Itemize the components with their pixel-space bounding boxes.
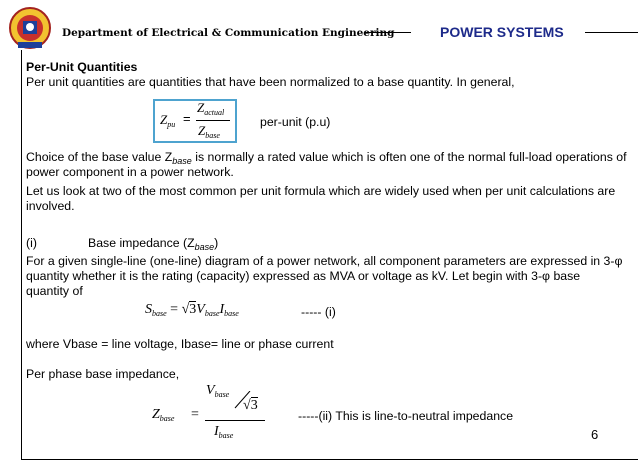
item-number: (i) xyxy=(26,236,37,250)
formula3-equals: = xyxy=(191,407,199,422)
header-rule-left xyxy=(365,32,411,33)
per-phase-text: Per phase base impedance, xyxy=(26,367,180,381)
formula3-sqrt: √3 xyxy=(243,398,258,413)
where-line: where Vbase = line voltage, Ibase= line or phase current xyxy=(26,337,334,351)
formula1-lhs: $Z_{pu}$ xyxy=(160,112,176,129)
course-title: POWER SYSTEMS xyxy=(440,24,564,40)
para2-line1: Choice of the base value $Z_{base}$ is normally a rated value which is often one of the normal full-load operations of xyxy=(26,150,627,166)
para3-line1: Let us look at two of the most common per unit formula which are widely used when per unit calculations are xyxy=(26,184,616,198)
formula3-denominator: $I_{base}$ xyxy=(214,424,234,440)
intro-text: Per unit quantities are quantities that have been normalized to a base quantity. In general, xyxy=(26,75,515,89)
formula1-fraction-bar xyxy=(196,120,230,121)
left-margin-rule xyxy=(21,50,22,460)
formula2-label: ----- (i) xyxy=(301,305,336,319)
para4-line3: quantity of xyxy=(26,284,83,298)
formula1-note: per-unit (p.u) xyxy=(260,115,331,129)
formula3-label: -----(ii) This is line-to-neutral impedance xyxy=(298,409,514,423)
sqrt-symbol: √ xyxy=(181,302,190,317)
para4-line1: For a given single-line (one-line) diagram of a power network, all component parameters are expressed in 3-φ xyxy=(26,254,623,268)
formula1-numerator: $Z_{actual}$ xyxy=(197,100,225,117)
para3-line2: involved. xyxy=(26,199,75,213)
formula3-fraction-bar xyxy=(205,420,265,421)
formula1-denominator: $Z_{base}$ xyxy=(198,123,220,140)
formula3-numerator-v: $V_{base}$ xyxy=(206,383,230,399)
formula3-lhs: $Z_{base}$ xyxy=(152,407,175,423)
department-title: Department of Electrical & Communication Engineering xyxy=(62,27,395,39)
para2-line2: power component in a power network. xyxy=(26,165,234,179)
page-number: 6 xyxy=(591,427,599,442)
header-rule-right xyxy=(585,32,638,33)
item-heading: Base impedance $(Z_{base})$ xyxy=(88,236,219,252)
para4-line2: quantity whether it is the rating (capacity) expressed as MVA or voltage as kV. Let begin with 3-φ base xyxy=(26,269,581,283)
section-heading: Per-Unit Quantities xyxy=(26,60,138,74)
bottom-rule xyxy=(21,459,638,460)
formula2: $S_{base} = √3V_{base}I_{base}$ xyxy=(145,302,239,318)
formula1-equals: = xyxy=(183,111,191,126)
university-logo xyxy=(8,4,52,54)
